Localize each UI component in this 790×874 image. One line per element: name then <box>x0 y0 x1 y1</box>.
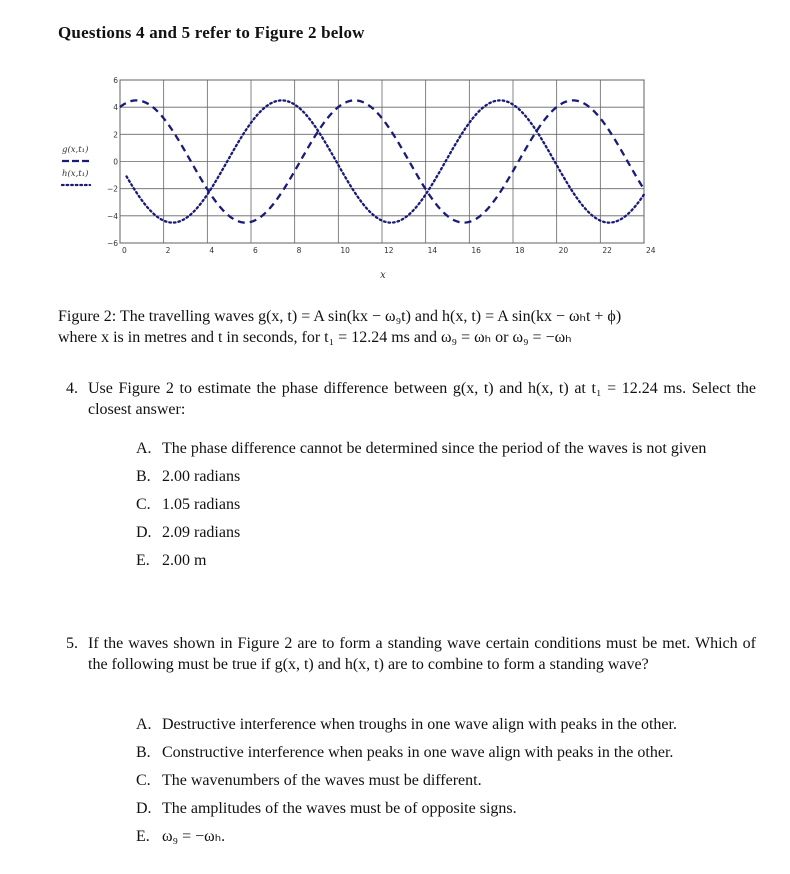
q4-option-d-letter: D. <box>136 524 152 541</box>
q4-option-c-text: 1.05 radians <box>162 496 241 513</box>
q5-option-e-text: ω₉ = −ωₕ. <box>162 828 226 845</box>
question-5-number: 5. <box>66 635 78 652</box>
q5-option-b[interactable] <box>136 742 746 763</box>
figure-caption <box>58 306 758 348</box>
q5-option-d[interactable] <box>136 798 746 819</box>
q5-option-a-letter: A. <box>136 716 152 733</box>
q4-option-a[interactable] <box>136 438 746 459</box>
x-tick-label: 12 <box>384 246 394 255</box>
q4-option-c[interactable] <box>136 494 746 515</box>
legend-label: g(x,t₁) <box>62 145 89 155</box>
q5-option-e[interactable] <box>136 826 746 847</box>
question-5-options <box>136 714 746 854</box>
x-tick-label: 10 <box>340 246 350 255</box>
q4-option-e[interactable] <box>136 550 746 571</box>
question-5 <box>66 633 756 675</box>
q4-option-d-text: 2.09 radians <box>162 524 241 541</box>
y-tick-label: 6 <box>113 76 118 85</box>
x-tick-label: 0 <box>122 246 127 255</box>
chart-grid <box>120 80 644 243</box>
q4-option-e-letter: E. <box>136 552 150 569</box>
x-tick-label: 24 <box>646 246 656 255</box>
q5-option-b-letter: B. <box>136 744 151 761</box>
y-tick-labels <box>107 76 118 248</box>
y-tick-label: −4 <box>106 211 118 221</box>
legend-label: h(x,t₁) <box>62 169 89 179</box>
x-tick-label: 14 <box>427 246 438 255</box>
y-tick-label: −6 <box>106 239 118 248</box>
question-4-options <box>136 438 746 578</box>
y-tick-label: 0 <box>113 157 118 167</box>
chart-legend <box>62 144 90 185</box>
q5-option-c-text: The wavenumbers of the waves must be different. <box>162 772 482 789</box>
x-tick-label: 4 <box>209 246 215 255</box>
caption-line-2: where x is in metres and t in seconds, for t₁ = 12.24 ms and ω₉ = ωₕ or ω₉ = −ωₕ <box>58 329 572 346</box>
q4-option-b-text: 2.00 radians <box>162 468 241 485</box>
q4-option-e-text: 2.00 m <box>162 552 207 569</box>
q5-option-e-letter: E. <box>136 828 150 845</box>
question-5-text: If the waves shown in Figure 2 are to form a standing wave certain conditions must be met. Which of the following must be true if g(x, t) and h(x, t) are to combine to form a standing wave? <box>88 635 756 673</box>
x-tick-label: 8 <box>296 246 302 255</box>
x-tick-label: 16 <box>471 246 481 255</box>
question-4 <box>66 378 756 420</box>
section-heading: Questions 4 and 5 refer to Figure 2 below <box>58 23 365 42</box>
x-tick-label: 6 <box>253 246 258 255</box>
q5-option-c-letter: C. <box>136 772 151 789</box>
q4-option-a-letter: A. <box>136 440 152 457</box>
caption-line-1: Figure 2: The travelling waves g(x, t) = A sin(kx − ω₉t) and h(x, t) = A sin(kx − ωₕt + ϕ) <box>58 308 622 325</box>
x-tick-label: 20 <box>558 246 569 255</box>
x-axis-label: x <box>380 270 386 281</box>
x-tick-label: 2 <box>165 246 171 255</box>
x-tick-label: 22 <box>602 246 612 255</box>
y-tick-label: 2 <box>113 130 118 140</box>
q5-option-a-text: Destructive interference when troughs in one wave align with peaks in the other. <box>162 716 677 733</box>
y-tick-label: −2 <box>106 184 118 194</box>
figure-2-chart <box>58 70 678 282</box>
q5-option-b-text: Constructive interference when peaks in one wave align with peaks in the other. <box>162 744 674 761</box>
x-tick-label: 18 <box>515 246 525 255</box>
question-4-number: 4. <box>66 380 78 397</box>
q4-option-a-text: The phase difference cannot be determined since the period of the waves is not given <box>162 440 707 457</box>
q5-option-c[interactable] <box>136 770 746 791</box>
q4-option-d[interactable] <box>136 522 746 543</box>
y-tick-label: 4 <box>113 103 118 113</box>
q5-option-d-text: The amplitudes of the waves must be of opposite signs. <box>162 800 517 817</box>
q4-option-b[interactable] <box>136 466 746 487</box>
q4-option-b-letter: B. <box>136 468 151 485</box>
q5-option-d-letter: D. <box>136 800 152 817</box>
x-tick-labels <box>122 246 656 255</box>
q4-option-c-letter: C. <box>136 496 151 513</box>
q5-option-a[interactable] <box>136 714 746 735</box>
question-4-text: Use Figure 2 to estimate the phase difference between g(x, t) and h(x, t) at t₁ = 12.24 ms. Select the closest answer: <box>88 380 756 418</box>
